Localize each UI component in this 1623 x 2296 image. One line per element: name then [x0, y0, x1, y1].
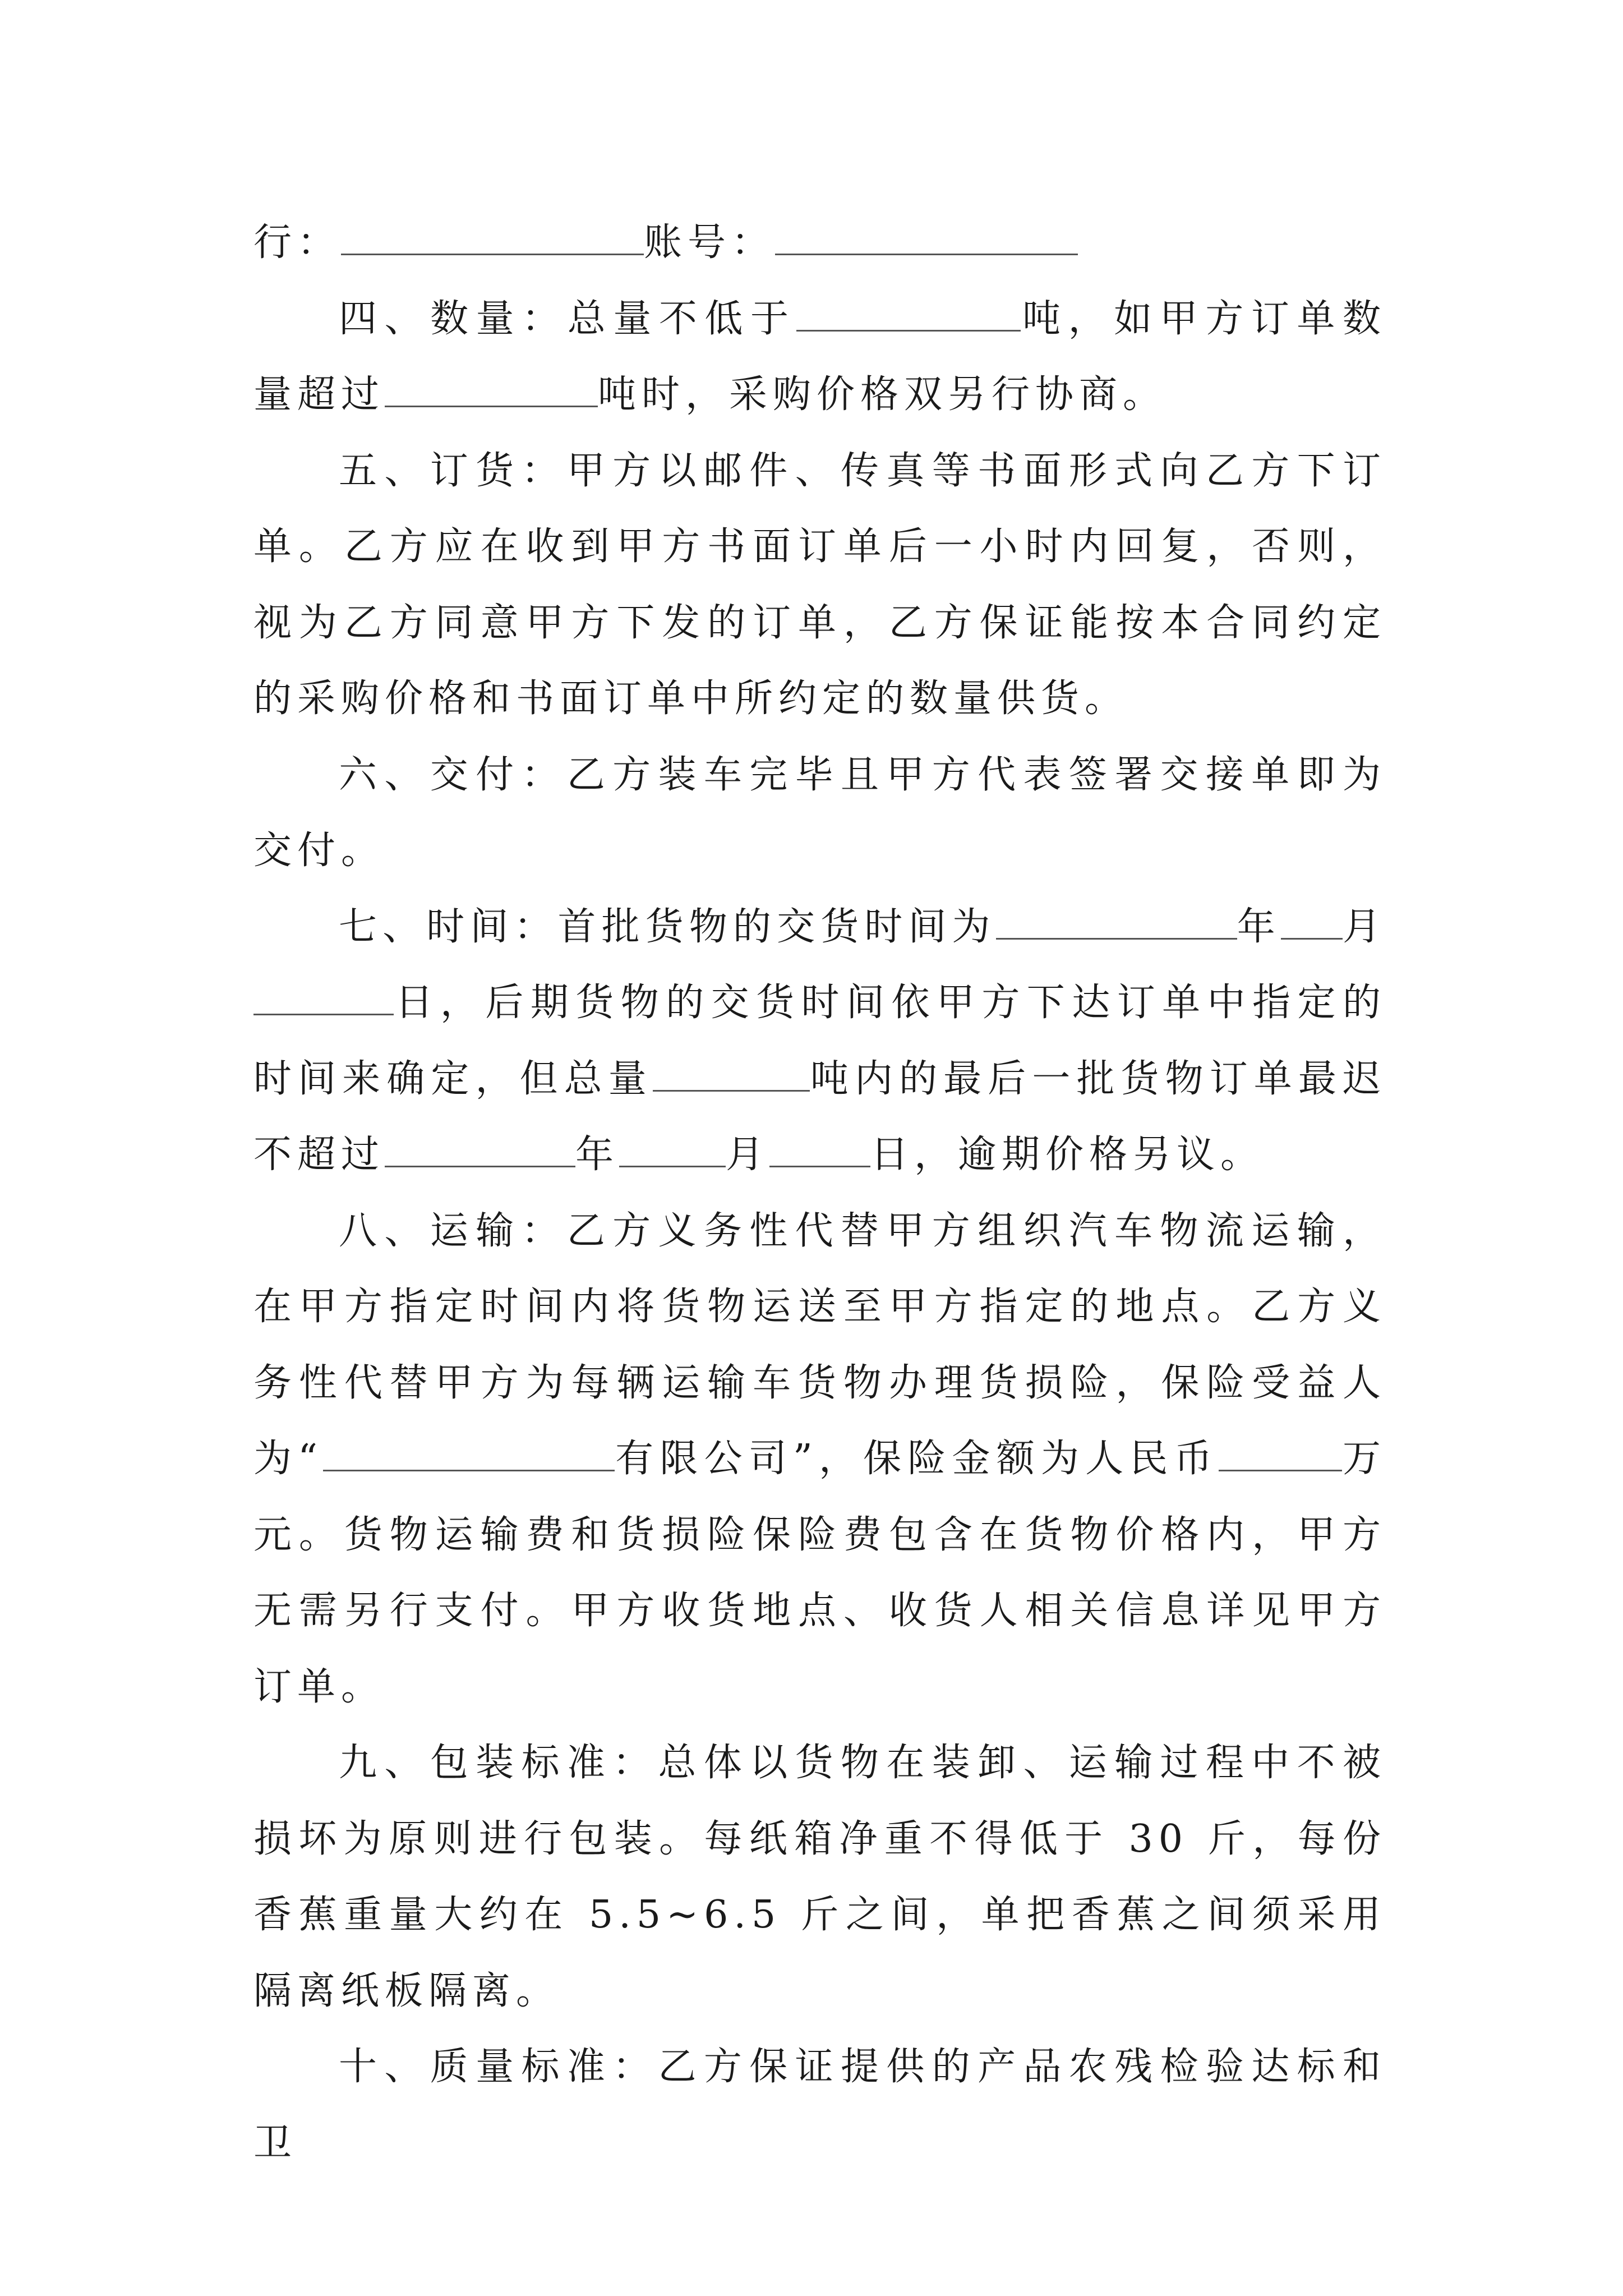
- paragraph-text: 日，逾期价格另议。: [870, 1133, 1265, 1177]
- paragraph-text: 七、时间：首批货物的交货时间为: [339, 904, 996, 949]
- paragraph-text: 吨时，采购价格双另行协商。: [598, 372, 1167, 417]
- fill-in-blank[interactable]: [996, 905, 1237, 940]
- paragraph-bank-line: [253, 205, 1386, 281]
- fill-in-blank[interactable]: [253, 981, 394, 1015]
- fill-in-blank[interactable]: [1219, 1437, 1342, 1471]
- fill-in-blank[interactable]: [385, 373, 598, 407]
- paragraph-clause-9: [253, 1725, 1386, 2029]
- paragraph-text: 年: [1237, 904, 1281, 949]
- paragraph-clause-8: [253, 1193, 1386, 1726]
- paragraph-text: 八、运输：乙方义务性代替甲方组织汽车物流运输，在甲方指定时间内将货物运送至甲方指定的地点。乙方义务性代替甲方为每辆运输车货物办理货损险，保险受益人为“: [253, 1208, 1386, 1481]
- paragraph-text: 日，后期货物的交货时间依甲方下达订单中指定的时间来确定，但总量: [253, 981, 1386, 1101]
- fill-in-blank[interactable]: [619, 1133, 726, 1167]
- fill-in-blank[interactable]: [1281, 905, 1343, 940]
- paragraph-text: 有限公司”，保险金额为人民币: [614, 1437, 1219, 1481]
- fill-in-blank[interactable]: [385, 1133, 575, 1167]
- paragraph-text: 月: [726, 1133, 770, 1177]
- paragraph-text: 年: [575, 1133, 620, 1177]
- paragraph-text: 吨，如甲方订单数量超过: [253, 296, 1386, 417]
- paragraph-text: 十、质量标准：乙方保证提供的产品农残检验达标和卫: [253, 2045, 1386, 2165]
- paragraph-text: 行：: [253, 220, 342, 265]
- paragraph-clause-6: [253, 737, 1386, 889]
- paragraph-text: 账号：: [644, 220, 776, 265]
- paragraph-text: 五、订货：甲方以邮件、传真等书面形式向乙方下订单。乙方应在收到甲方书面订单后一小时内回复，否则，视为乙方同意甲方下发的订单，乙方保证能按本合同约定的采购价格和书面订单中所约定的数量供货。: [253, 448, 1386, 721]
- paragraph-text: 吨内的最后一批货物订单最迟不超过: [253, 1056, 1386, 1177]
- paragraph-clause-4: [253, 281, 1386, 433]
- contract-body: [253, 205, 1386, 2181]
- paragraph-text: 四、数量：总量不低于: [339, 296, 796, 341]
- paragraph-clause-7: [253, 889, 1386, 1193]
- fill-in-blank[interactable]: [775, 221, 1078, 255]
- fill-in-blank[interactable]: [769, 1133, 870, 1167]
- fill-in-blank[interactable]: [796, 297, 1021, 332]
- fill-in-blank[interactable]: [323, 1437, 615, 1471]
- paragraph-text: 万元。货物运输费和货损险保险费包含在货物价格内，甲方无需另行支付。甲方收货地点、收货人相关信息详见甲方订单。: [253, 1437, 1386, 1709]
- fill-in-blank[interactable]: [341, 221, 644, 255]
- paragraph-text: 月: [1342, 904, 1386, 949]
- paragraph-text: 九、包装标准：总体以货物在装卸、运输过程中不被损坏为原则进行包装。每纸箱净重不得低于 30 斤，每份香蕉重量大约在 5.5~6.5 斤之间，单把香蕉之间须采用隔离纸板隔离。: [253, 1741, 1386, 2013]
- paragraph-clause-10: [253, 2029, 1386, 2181]
- paragraph-text: 六、交付：乙方装车完毕且甲方代表签署交接单即为交付。: [253, 752, 1386, 873]
- paragraph-clause-5: [253, 433, 1386, 737]
- fill-in-blank[interactable]: [653, 1057, 810, 1092]
